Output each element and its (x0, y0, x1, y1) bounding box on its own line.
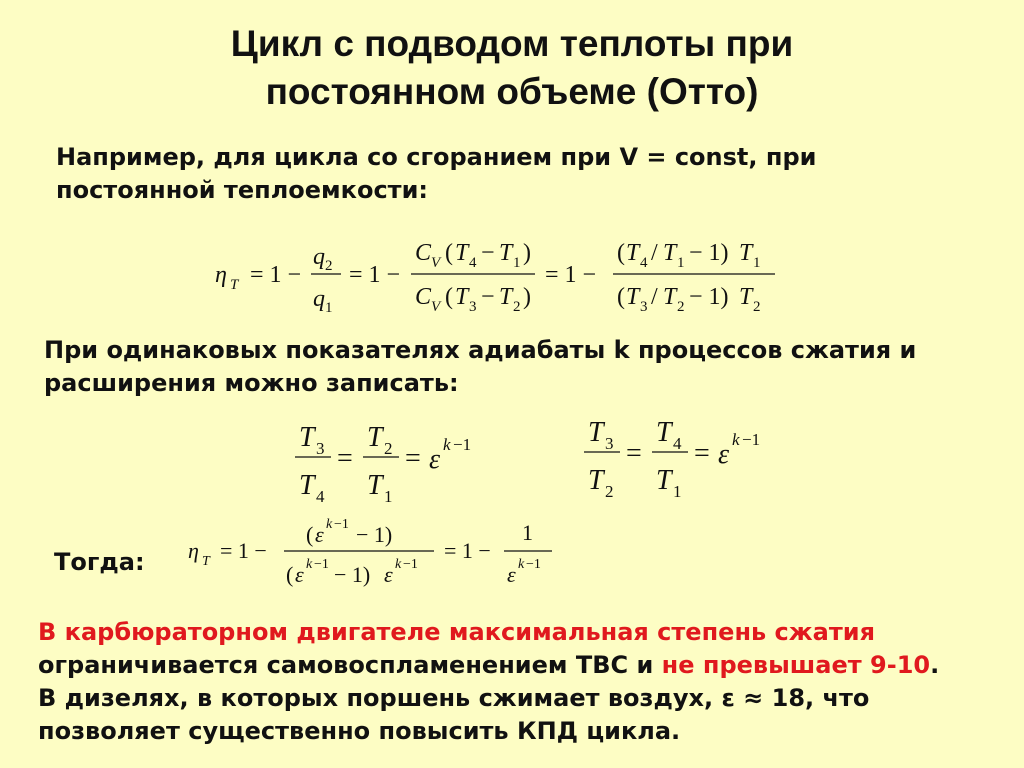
svg-text:= 1 −: = 1 − (250, 262, 302, 288)
svg-text:T: T (656, 417, 672, 448)
svg-text:−1: −1 (453, 435, 472, 454)
efficiency-formula (215, 232, 795, 320)
then-label: Тогда: (54, 548, 145, 576)
svg-text:T: T (588, 417, 604, 448)
adiabat-paragraph (44, 334, 916, 400)
svg-text:− 1): − 1) (689, 284, 729, 310)
svg-text:2: 2 (605, 482, 614, 501)
svg-text:−1: −1 (314, 557, 329, 572)
svg-text:−1: −1 (334, 517, 349, 532)
svg-text:−: − (481, 284, 495, 310)
title-line-1: Цикл с подводом теплоты при (230, 23, 794, 64)
conclusion-line-4: позволяет существенно повысить КПД цикла. (38, 717, 681, 745)
svg-text:ε: ε (429, 444, 441, 475)
final-efficiency-formula (188, 514, 568, 596)
conclusion-line-2 (38, 649, 939, 682)
svg-text:=: = (405, 443, 421, 474)
compression-limit-highlight: не превышает 9-10 (661, 651, 931, 679)
svg-text:k: k (326, 517, 333, 532)
svg-text:k: k (518, 557, 525, 572)
svg-text:T: T (663, 240, 677, 266)
intro-paragraph (56, 141, 816, 207)
svg-text:−1: −1 (742, 430, 761, 449)
conclusion-line-1: В карбюраторном двигателе максимальная степень сжатия (38, 618, 875, 646)
svg-text:− 1): − 1) (689, 240, 729, 266)
svg-text:T: T (656, 465, 672, 496)
svg-text:): ) (523, 240, 531, 266)
svg-text:k: k (443, 435, 451, 454)
svg-text:= 1 −: = 1 − (444, 538, 491, 563)
svg-text:(: ( (617, 240, 625, 266)
svg-text:η: η (188, 538, 199, 563)
svg-text:T: T (299, 470, 315, 501)
svg-text:T: T (663, 284, 677, 310)
conclusion-line-2-start: ограничивается самовоспламенением ТВС и (38, 651, 662, 679)
svg-text:(: ( (306, 522, 314, 547)
svg-text:−: − (481, 240, 495, 266)
efficiency-formula-svg (215, 232, 795, 320)
adiabat-line-2: расширения можно записать: (44, 369, 459, 397)
svg-text:4: 4 (316, 487, 325, 506)
svg-text:V: V (431, 299, 441, 315)
svg-text:ε: ε (507, 562, 516, 587)
svg-text:k: k (732, 430, 740, 449)
svg-text:2: 2 (384, 439, 393, 458)
svg-text:= 1 −: = 1 − (545, 262, 597, 288)
conclusion-line-3: В дизелях, в которых поршень сжимает воздух, ε ≈ 18, что (38, 684, 870, 712)
adiabat-formula-right-svg (582, 407, 782, 499)
svg-text:−1: −1 (403, 557, 418, 572)
svg-text:= 1 −: = 1 − (220, 538, 267, 563)
svg-text:3: 3 (469, 299, 477, 315)
svg-text:2: 2 (753, 299, 761, 315)
final-efficiency-formula-svg (188, 514, 568, 596)
svg-text:(: ( (445, 240, 453, 266)
svg-text:T: T (230, 277, 239, 293)
slide-title (0, 20, 1024, 116)
svg-text:4: 4 (673, 434, 682, 453)
svg-text:q: q (313, 286, 325, 312)
svg-text:− 1): − 1) (334, 562, 371, 587)
adiabat-formula-right (582, 407, 782, 499)
svg-text:3: 3 (316, 439, 325, 458)
svg-text:C: C (415, 284, 432, 310)
svg-text:=: = (337, 443, 353, 474)
intro-line-2: постоянной теплоемкости: (56, 176, 428, 204)
svg-text:ε: ε (295, 562, 304, 587)
svg-text:1: 1 (522, 520, 533, 545)
adiabat-line-1: При одинаковых показателях адиабаты k процессов сжатия и (44, 336, 917, 364)
svg-text:V: V (431, 255, 441, 271)
svg-text:3: 3 (605, 434, 614, 453)
svg-text:= 1 −: = 1 − (349, 262, 401, 288)
svg-text:T: T (455, 240, 469, 266)
svg-text:η: η (215, 262, 227, 288)
svg-text:C: C (415, 240, 432, 266)
conclusion-paragraph (38, 616, 939, 748)
svg-text:1: 1 (677, 255, 685, 271)
svg-text:T: T (499, 284, 513, 310)
svg-text:T: T (299, 422, 315, 453)
svg-text:k: k (306, 557, 313, 572)
svg-text:): ) (523, 284, 531, 310)
svg-text:T: T (455, 284, 469, 310)
svg-text:1: 1 (513, 255, 521, 271)
svg-text:T: T (367, 470, 383, 501)
svg-text:4: 4 (640, 255, 648, 271)
svg-text:− 1): − 1) (356, 522, 393, 547)
svg-text:1: 1 (384, 487, 393, 506)
svg-text:ε: ε (384, 562, 393, 587)
svg-text:(: ( (286, 562, 294, 587)
svg-text:1: 1 (325, 300, 333, 316)
svg-text:(: ( (445, 284, 453, 310)
svg-text:ε: ε (315, 522, 324, 547)
svg-text:ε: ε (718, 439, 730, 470)
svg-text:=: = (626, 438, 642, 469)
svg-text:3: 3 (640, 299, 648, 315)
svg-text:/: / (651, 284, 658, 310)
svg-text:4: 4 (469, 255, 477, 271)
svg-text:=: = (694, 438, 710, 469)
svg-text:−1: −1 (526, 557, 541, 572)
svg-text:T: T (739, 284, 753, 310)
svg-text:(: ( (617, 284, 625, 310)
svg-text:T: T (499, 240, 513, 266)
svg-text:T: T (367, 422, 383, 453)
title-line-2: постоянном объеме (Отто) (265, 71, 759, 112)
svg-text:/: / (651, 240, 658, 266)
adiabat-formula-left (293, 412, 493, 504)
svg-text:T: T (588, 465, 604, 496)
intro-line-1: Например, для цикла со сгоранием при V = const, при (56, 143, 817, 171)
svg-text:q: q (313, 244, 325, 270)
svg-text:k: k (395, 557, 402, 572)
svg-text:2: 2 (677, 299, 685, 315)
svg-text:2: 2 (513, 299, 521, 315)
svg-text:2: 2 (325, 258, 333, 274)
svg-text:1: 1 (673, 482, 682, 501)
conclusion-line-2-end: . (930, 651, 940, 679)
adiabat-formula-left-svg (293, 412, 493, 504)
svg-text:T: T (626, 240, 640, 266)
svg-text:T: T (626, 284, 640, 310)
svg-text:T: T (739, 240, 753, 266)
svg-text:1: 1 (753, 255, 761, 271)
svg-text:T: T (202, 554, 210, 569)
